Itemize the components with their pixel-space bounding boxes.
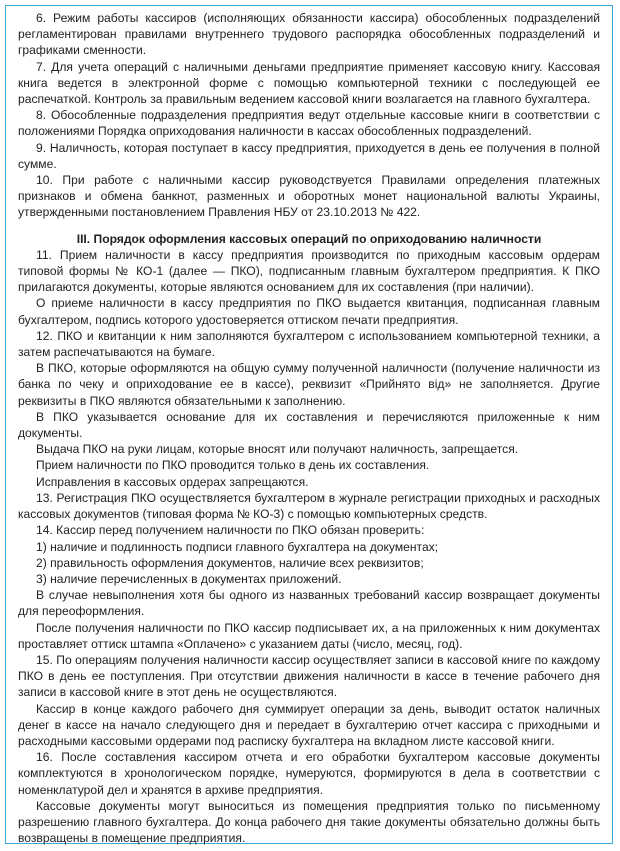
paragraph: 3) наличие перечисленных в документах приложений. [36, 571, 342, 586]
document-frame [5, 5, 613, 844]
paragraph: Исправления в кассовых ордерах запрещаются. [36, 474, 309, 489]
paragraph: В ПКО, которые оформляются на общую сумму полученной наличности (получение наличности из банка по чеку и оприходование ее в кассе), реквизит «Прийнято від» не заполняется. Другие реквизиты в ПКО являются обязательными к заполнению. [18, 361, 600, 408]
paragraph: 1) наличие и подлинность подписи главного бухгалтера на документах; [36, 539, 439, 554]
paragraph: 13. Регистрация ПКО осуществляется бухгалтером в журнале регистрации приходных и расходных кассовых документов (типовая форма № КО-3) с помощью компьютерных средств. [18, 490, 600, 522]
paragraph: Кассовые документы могут выноситься из помещения предприятия только по письменному разрешению главного бухгалтера. До конца рабочего дня такие документы обязательно должны быть возвращены в помещение предприятия. [18, 798, 600, 846]
paragraph: 2) правильность оформления документов, наличие всех реквизитов; [36, 555, 424, 570]
paragraph: В ПКО указывается основание для их составления и перечисляются приложенные к ним документы. [18, 409, 600, 441]
paragraph: 12. ПКО и квитанции к ним заполняются бухгалтером с использованием компьютерной техники, а затем распечатываются на бумаге. [18, 328, 600, 360]
paragraph: Прием наличности по ПКО проводится только в день их составления. [36, 458, 430, 473]
paragraph: 11. Прием наличности в кассу предприятия производится по приходным кассовым ордерам типовой формы № КО-1 (далее — ПКО), подписанным главным бухгалтером предприятия. К ПКО прилагаются документы, которые являются основанием для их составления (при наличии). [18, 247, 600, 295]
section-heading: III. Порядок оформления кассовых операций по оприходованию наличности [76, 231, 542, 246]
paragraph: 14. Кассир перед получением наличности по ПКО обязан проверить: [36, 523, 425, 538]
paragraph: 6. Режим работы кассиров (исполняющих обязанности кассира) обособленных подразделений регламентирован правилами внутреннего трудового распорядка обособленных подразделений и графиками сменности. [18, 11, 600, 58]
paragraph: После получения наличности по ПКО кассир подписывает их, а на приложенных к ним документах проставляет оттиск штампа «Оплачено» с указанием даты (число, месяц, год). [18, 620, 600, 651]
paragraph: 7. Для учета операций с наличными деньгами предприятие применяет кассовую книгу. Кассовая книга ведется в электронной форме с помощью компьютерной техники с последующей ее распечаткой. Контроль за правильным ведением кассовой книги возлагается на главного бухгалтера. [18, 59, 600, 107]
paragraph: В случае невыполнения хотя бы одного из названных требований кассир возвращает документы для переоформления. [18, 588, 600, 619]
paragraph: 15. По операциям получения наличности кассир осуществляет записи в кассовой книге по каждому ПКО в день ее поступления. При отсутствии движения наличности в кассе в течение рабочего дня записи в кассовой книге в этот день не осуществляются. [18, 652, 600, 700]
document-body [18, 10, 600, 846]
paragraph: О приеме наличности в кассу предприятия по ПКО выдается квитанция, подписанная главным бухгалтером, подпись которого удостоверяется оттиском печати предприятия. [18, 296, 600, 327]
paragraph: 9. Наличность, которая поступает в кассу предприятия, приходуется в день ее получения в полной сумме. [18, 140, 600, 171]
paragraph: 10. При работе с наличными кассир руководствуется Правилами определения платежных признаков и обмена банкнот, разменных и оборотных монет национальной валюты Украины, утвержденными постановлением Правления НБУ от 23.10.2013 № 422. [18, 173, 600, 220]
paragraph: 8. Обособленные подразделения предприятия ведут отдельные кассовые книги в соответствии с положениями Порядка оприходования наличности в кассах обособленных подразделений. [18, 108, 600, 139]
paragraph: 16. После составления кассиром отчета и его обработки бухгалтером кассовые документы комплектуются в хронологическом порядке, нумеруются, формируются в дела в соответствии с номенклатурой дел и хранятся в архиве предприятия. [18, 750, 600, 797]
paragraph: Кассир в конце каждого рабочего дня суммирует операции за день, выводит остаток наличных денег в кассе на начало следующего дня и передает в бухгалтерию отчет кассира с приходными и расходными кассовыми ордерами под расписку бухгалтера на вкладном листе кассовой книги. [18, 701, 600, 748]
paragraph: Выдача ПКО на руки лицам, которые вносят или получают наличность, запрещается. [36, 442, 519, 457]
